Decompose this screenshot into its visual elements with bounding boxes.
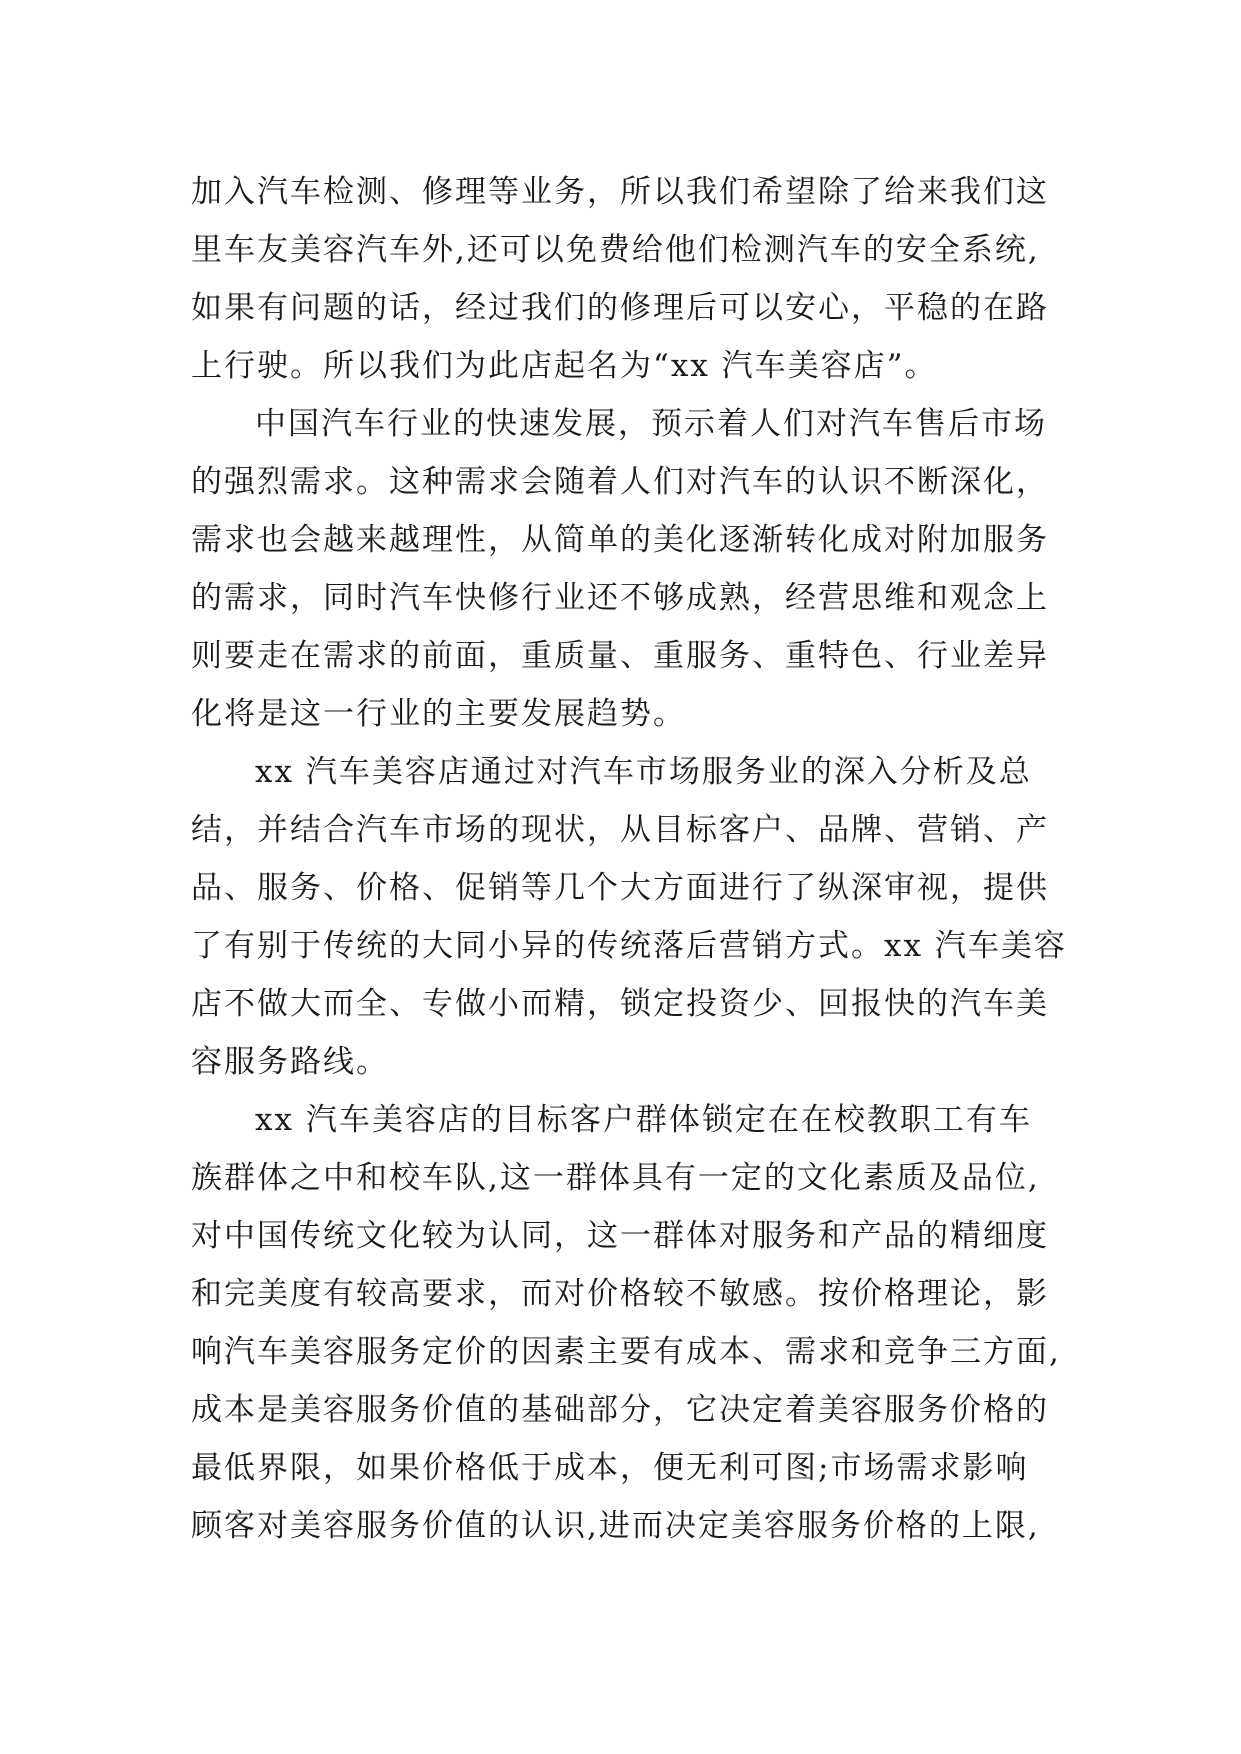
text-line: 的需求，同时汽车快修行业还不够成熟，经营思维和观念上 bbox=[191, 580, 1049, 616]
text-line: 的强烈需求。这种需求会随着人们对汽车的认识不断深化， bbox=[191, 464, 1049, 500]
text-line: 响汽车美容服务定价的因素主要有成本、需求和竞争三方面, bbox=[191, 1334, 1061, 1370]
text-line: 成本是美容服务价值的基础部分，它决定着美容服务价格的 bbox=[191, 1392, 1049, 1428]
text-line: 如果有问题的话，经过我们的修理后可以安心，平稳的在路 bbox=[191, 290, 1049, 326]
text-line: 和完美度有较高要求，而对价格较不敏感。按价格理论，影 bbox=[191, 1276, 1049, 1312]
text-line: 则要走在需求的前面，重质量、重服务、重特色、行业差异 bbox=[191, 638, 1049, 674]
text-line: 需求也会越来越理性，从简单的美化逐渐转化成对附加服务 bbox=[191, 522, 1049, 558]
text-line: 最低界限，如果价格低于成本，便无利可图;市场需求影响 bbox=[191, 1450, 1029, 1486]
text-line: 品、服务、价格、促销等几个大方面进行了纵深审视，提供 bbox=[191, 870, 1049, 906]
text-line: 上行驶。所以我们为此店起名为“xx 汽车美容店”。 bbox=[191, 348, 938, 384]
text-line: 加入汽车检测、修理等业务，所以我们希望除了给来我们这 bbox=[191, 174, 1049, 210]
text-line: 对中国传统文化较为认同，这一群体对服务和产品的精细度 bbox=[191, 1218, 1049, 1254]
text-line: 族群体之中和校车队,这一群体具有一定的文化素质及品位, bbox=[191, 1160, 1040, 1196]
text-line: 里车友美容汽车外,还可以免费给他们检测汽车的安全系统, bbox=[191, 232, 1040, 268]
text-line: 化将是这一行业的主要发展趋势。 bbox=[191, 696, 686, 732]
paragraph-first-line: xx 汽车美容店通过对汽车市场服务业的深入分析及总 bbox=[255, 754, 1032, 790]
paragraph-first-line: xx 汽车美容店的目标客户群体锁定在在校教职工有车 bbox=[255, 1102, 1032, 1138]
paragraph-first-line: 中国汽车行业的快速发展，预示着人们对汽车售后市场 bbox=[255, 406, 1047, 442]
text-line: 店不做大而全、专做小而精，锁定投资少、回报快的汽车美 bbox=[191, 986, 1049, 1022]
text-line: 结，并结合汽车市场的现状，从目标客户、品牌、营销、产 bbox=[191, 812, 1049, 848]
text-line: 容服务路线。 bbox=[191, 1044, 389, 1080]
text-line: 顾客对美容服务价值的认识,进而决定美容服务价格的上限, bbox=[191, 1508, 1040, 1544]
text-line: 了有别于传统的大同小异的传统落后营销方式。xx 汽车美容 bbox=[191, 928, 1067, 964]
document-body bbox=[191, 163, 1091, 1555]
